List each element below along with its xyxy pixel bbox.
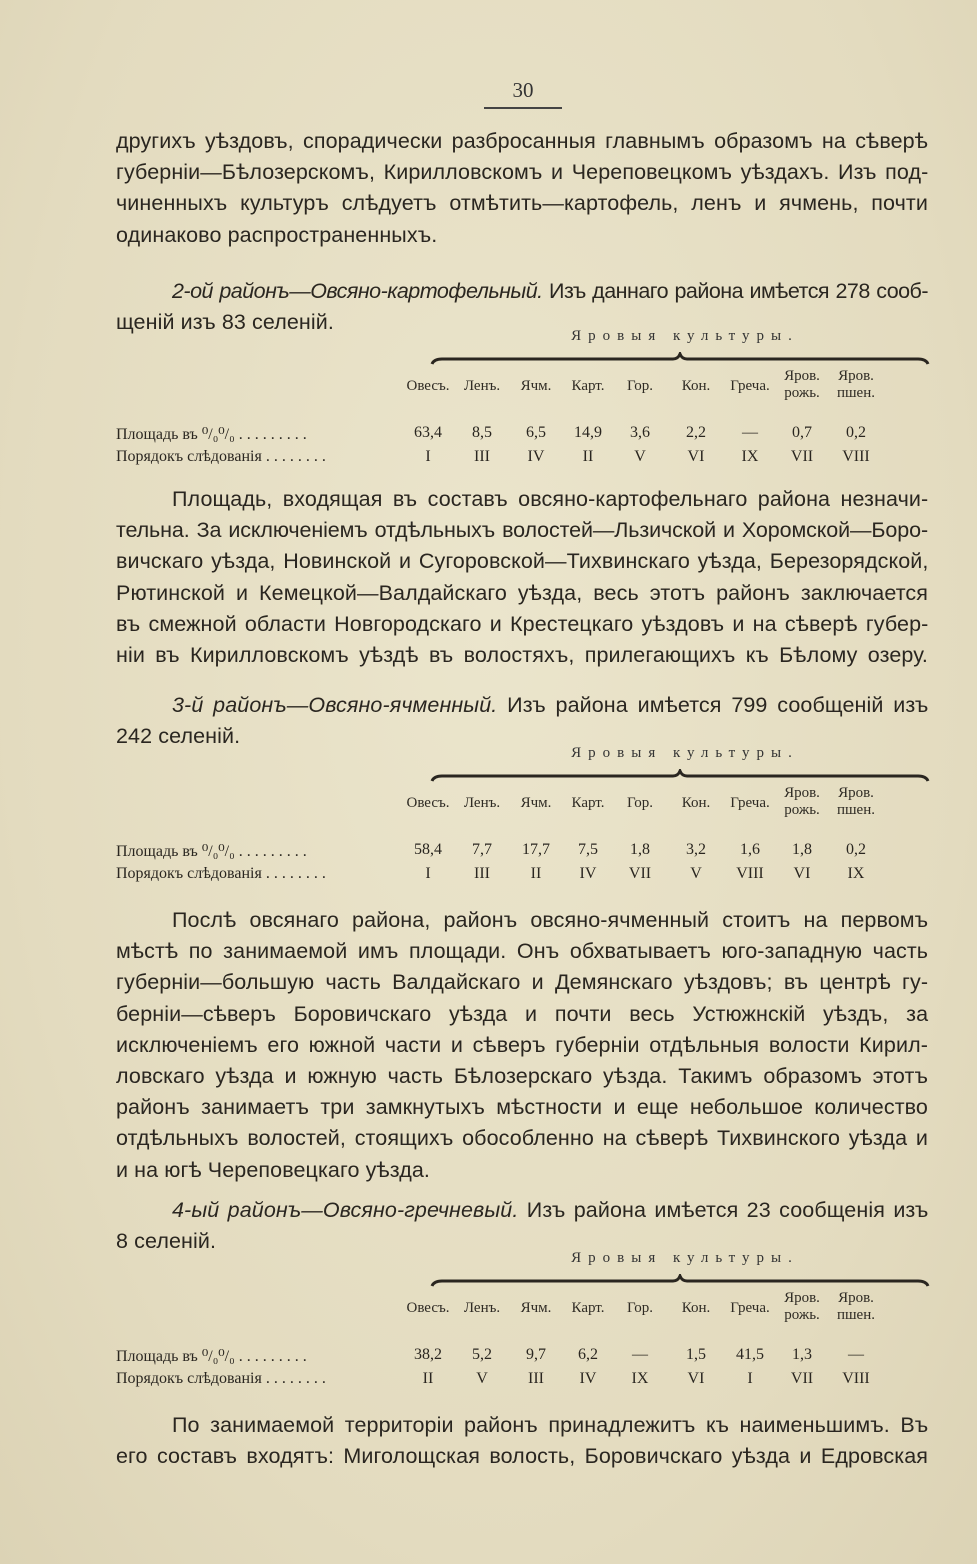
table-cell: I	[425, 448, 431, 465]
district-3-title: 3-й районъ—Овсяно-ячменный.	[172, 693, 498, 717]
column-header-line: Ячм.	[520, 1300, 552, 1316]
text-line: отдѣльныхъ волостей, стоящихъ обособленно на сѣверѣ Тихвинского уѣзда и	[116, 1126, 928, 1151]
column-header	[666, 795, 726, 812]
paragraph-7	[116, 1410, 928, 1472]
column-header	[452, 378, 512, 395]
column-header-line: Овесъ.	[406, 1300, 450, 1316]
row-label: Порядокъ слѣдованія . . . . . . . .	[116, 1370, 326, 1387]
text-line: чиненныхъ культуръ слѣдуетъ отмѣтить—картофель, ленъ и ячмень, почти	[116, 191, 928, 216]
row-label: Площадь въ ⁰/₀⁰/₀ . . . . . . . . .	[116, 843, 307, 860]
column-header	[666, 378, 726, 395]
column-header-line: Ленъ.	[463, 795, 501, 811]
table-cell: VIII	[842, 1370, 870, 1387]
table-heading: Яровыя культуры.	[571, 745, 799, 761]
column-header	[558, 795, 618, 812]
district-4-text: Изъ района имѣется 23 сообщенія изъ	[526, 1198, 929, 1222]
table-cell: II	[582, 448, 594, 465]
row-label: Порядокъ слѣдованія . . . . . . . .	[116, 448, 326, 465]
column-header	[826, 1290, 886, 1324]
table-cell: IV	[527, 448, 545, 465]
table-cell: V	[634, 448, 646, 465]
table-cell: 1,8	[792, 841, 812, 858]
table-cell: 63,4	[414, 424, 442, 441]
table-cell: 1,6	[740, 841, 760, 858]
column-header-line: Карт.	[571, 378, 605, 394]
text-line: его составъ входятъ: Миголощская волость, Боровичскаго уѣзда и Едровская	[116, 1444, 928, 1469]
text-line: одинаково распространенныхъ.	[116, 222, 438, 247]
table-cell: 38,2	[414, 1346, 442, 1363]
text-line: щеній изъ 83 селеній.	[116, 310, 334, 335]
column-header-line: рожь.	[784, 802, 820, 818]
table-cell: 7,7	[472, 841, 492, 858]
table-heading: Яровыя культуры.	[571, 328, 799, 344]
table-cell: 3,6	[630, 424, 650, 441]
row-label: Порядокъ слѣдованія . . . . . . . .	[116, 865, 326, 882]
text-line: исключеніемъ его южной части и сѣверъ губерніи отдѣльныя волости Кирил-	[116, 1032, 928, 1057]
table-cell: 58,4	[414, 841, 442, 858]
table-cell: I	[425, 865, 431, 882]
column-header	[826, 368, 886, 402]
table-cell: II	[530, 865, 542, 882]
column-header-line: Ленъ.	[463, 1300, 501, 1316]
column-header-line: рожь.	[784, 385, 820, 401]
column-header-line: Ячм.	[520, 795, 552, 811]
table-cell: 6,2	[578, 1346, 598, 1363]
column-header-line: Ленъ.	[463, 378, 501, 394]
column-header-line: Яров.	[838, 368, 874, 384]
column-header	[772, 368, 832, 402]
table-cell: —	[632, 1346, 648, 1363]
column-header-line: Кон.	[681, 795, 711, 811]
column-header-line: пшен.	[836, 802, 875, 818]
column-header-line: пшен.	[836, 1307, 875, 1323]
table-cell: VII	[790, 448, 814, 465]
column-header	[506, 378, 566, 395]
district-2-text: Изъ даннаго района имѣется 278 сооб-	[549, 279, 928, 303]
table-cell: 41,5	[736, 1346, 764, 1363]
table-cell: 5,2	[472, 1346, 492, 1363]
column-header-line: Овесъ.	[406, 378, 450, 394]
column-header-line: Карт.	[571, 1300, 605, 1316]
table-cell: —	[848, 1346, 864, 1363]
district-4-intro	[116, 1195, 928, 1257]
district-2-title: 2-ой районъ—Овсяно-картофельный.	[172, 279, 543, 303]
table-cell: 0,2	[846, 424, 866, 441]
column-header-line: Яров.	[784, 368, 820, 384]
district-3-text: Изъ района имѣется 799 сообщеній изъ	[507, 693, 929, 717]
table-cell: 9,7	[526, 1346, 546, 1363]
column-header-line: Греча.	[730, 1300, 770, 1316]
column-header	[506, 1300, 566, 1317]
text-line	[116, 690, 928, 721]
column-header-line: Кон.	[681, 378, 711, 394]
district-4-title: 4-ый районъ—Овсяно-гречневый.	[172, 1198, 519, 1222]
text-line: тельна. За исключеніемъ отдѣльныхъ волостей—Льзичской и Хоромской—Боро-	[116, 518, 928, 543]
text-line: вичскаго уѣзда, Новинской и Сугоровской—Тихвинскаго уѣзда, Березорядской,	[116, 549, 929, 574]
text-line: Послѣ овсянаго района, районъ овсяно-ячменный стоитъ на первомъ	[172, 908, 929, 932]
column-header-line: Гор.	[626, 795, 654, 811]
table-cell: VII	[628, 865, 652, 882]
row-label: Площадь въ ⁰/₀⁰/₀ . . . . . . . . .	[116, 1348, 307, 1365]
table-cell: IX	[741, 448, 759, 465]
brace-rule	[430, 769, 930, 783]
column-header	[398, 795, 458, 812]
table-cell: 17,7	[522, 841, 550, 858]
column-header-line: Овесъ.	[406, 795, 450, 811]
column-header-line: Ячм.	[520, 378, 552, 394]
paragraph-5	[116, 905, 928, 1186]
column-header-line: Гор.	[626, 378, 654, 394]
table-cell: 7,5	[578, 841, 598, 858]
table-cell: 1,8	[630, 841, 650, 858]
text-line: ніи въ Кирилловскомъ уѣздѣ въ волостяхъ, прилегающихъ къ Бѣлому озеру.	[116, 643, 928, 668]
paragraph-3	[116, 484, 928, 671]
page-number: 30	[512, 78, 534, 102]
column-header	[452, 795, 512, 812]
table-cell: III	[474, 448, 490, 465]
table-cell: 0,7	[792, 424, 812, 441]
column-header-line: Кон.	[681, 1300, 711, 1316]
column-header	[826, 785, 886, 819]
table-cell: III	[528, 1370, 544, 1387]
table-cell: 2,2	[686, 424, 706, 441]
table-cell: IX	[847, 865, 865, 882]
paragraph-1	[116, 126, 928, 251]
column-header-line: Греча.	[730, 795, 770, 811]
column-header-line: Яров.	[838, 1290, 874, 1306]
column-header	[610, 795, 670, 812]
district-3-intro	[116, 690, 928, 752]
text-line: въ смежной области Новгородскаго и Крестецкаго уѣздовъ и на сѣверѣ губер-	[116, 611, 929, 636]
table-cell: 0,2	[846, 841, 866, 858]
table-cell: 8,5	[472, 424, 492, 441]
column-header	[666, 1300, 726, 1317]
table-heading: Яровыя культуры.	[571, 1250, 799, 1266]
column-header-line: рожь.	[784, 1307, 820, 1323]
column-header-line: пшен.	[836, 385, 875, 401]
column-header	[398, 378, 458, 395]
text-line: 242 селеній.	[116, 724, 241, 749]
text-line: губерніи—большую часть Валдайскаго и Демянскаго уѣздовъ; въ центрѣ гу-	[116, 970, 929, 995]
text-line: По занимаемой территоріи районъ принадлежитъ къ наименьшимъ. Въ	[172, 1413, 929, 1437]
page-number-rule	[484, 107, 562, 109]
column-header	[772, 1290, 832, 1324]
column-header	[558, 378, 618, 395]
table-cell: VI	[687, 448, 705, 465]
column-header	[558, 1300, 618, 1317]
column-header	[610, 378, 670, 395]
table-cell: IV	[579, 1370, 597, 1387]
table-cell: VI	[793, 865, 811, 882]
text-line: ловскаго уѣзда и южную часть Бѣлозерскаго уѣзда. Такимъ образомъ этотъ	[116, 1064, 928, 1089]
table-cell: 1,5	[686, 1346, 706, 1363]
brace-rule	[430, 1274, 930, 1288]
table-cell: VIII	[736, 865, 764, 882]
column-header	[720, 795, 780, 812]
table-cell: 1,3	[792, 1346, 812, 1363]
column-header	[772, 785, 832, 819]
table-cell: —	[742, 424, 758, 441]
table-cell: II	[422, 1370, 434, 1387]
text-line: мѣстѣ по занимаемой имъ площади. Онъ обхватываетъ юго-западную часть	[116, 939, 929, 964]
text-line: берніи—сѣверъ Боровичскаго уѣзда и почти весь Устюжнскій уѣздъ, за	[116, 1001, 929, 1026]
table-cell: VII	[790, 1370, 814, 1387]
table-cell: I	[747, 1370, 753, 1387]
text-line	[116, 276, 928, 307]
table-cell: III	[474, 865, 490, 882]
column-header	[506, 795, 566, 812]
column-header-line: Яров.	[784, 1290, 820, 1306]
table-cell: VIII	[842, 448, 870, 465]
column-header-line: Яров.	[838, 785, 874, 801]
text-line: другихъ уѣздовъ, спорадически разбросанныя главнымъ образомъ на сѣверѣ	[116, 129, 928, 153]
table-cell: V	[690, 865, 702, 882]
text-line: губерніи—Бѣлозерскомъ, Кирилловскомъ и Череповецкомъ уѣздахъ. Изъ под-	[116, 160, 929, 185]
column-header	[720, 1300, 780, 1317]
table-cell: 6,5	[526, 424, 546, 441]
text-line	[116, 1195, 928, 1226]
column-header	[720, 378, 780, 395]
text-line: 8 селеній.	[116, 1229, 217, 1254]
column-header-line: Гор.	[626, 1300, 654, 1316]
text-line: районъ занимаетъ три замкнутыхъ мѣстности и еще небольшое количество	[116, 1095, 928, 1120]
column-header	[452, 1300, 512, 1317]
row-label: Площадь въ ⁰/₀⁰/₀ . . . . . . . . .	[116, 426, 307, 443]
column-header-line: Яров.	[784, 785, 820, 801]
column-header	[398, 1300, 458, 1317]
column-header	[610, 1300, 670, 1317]
text-line: и на югѣ Череповецкаго уѣзда.	[116, 1157, 430, 1182]
table-cell: IX	[631, 1370, 649, 1387]
text-line: Рютинской и Кемецкой—Валдайскаго уѣзда, весь этотъ районъ заключается	[116, 580, 928, 605]
table-cell: 3,2	[686, 841, 706, 858]
brace-rule	[430, 352, 930, 366]
table-cell: VI	[687, 1370, 705, 1387]
column-header-line: Греча.	[730, 378, 770, 394]
column-header-line: Карт.	[571, 795, 605, 811]
table-cell: V	[476, 1370, 488, 1387]
table-cell: 14,9	[574, 424, 602, 441]
text-line: Площадь, входящая въ составъ овсяно-картофельнаго района незначи-	[172, 487, 929, 511]
table-cell: IV	[579, 865, 597, 882]
